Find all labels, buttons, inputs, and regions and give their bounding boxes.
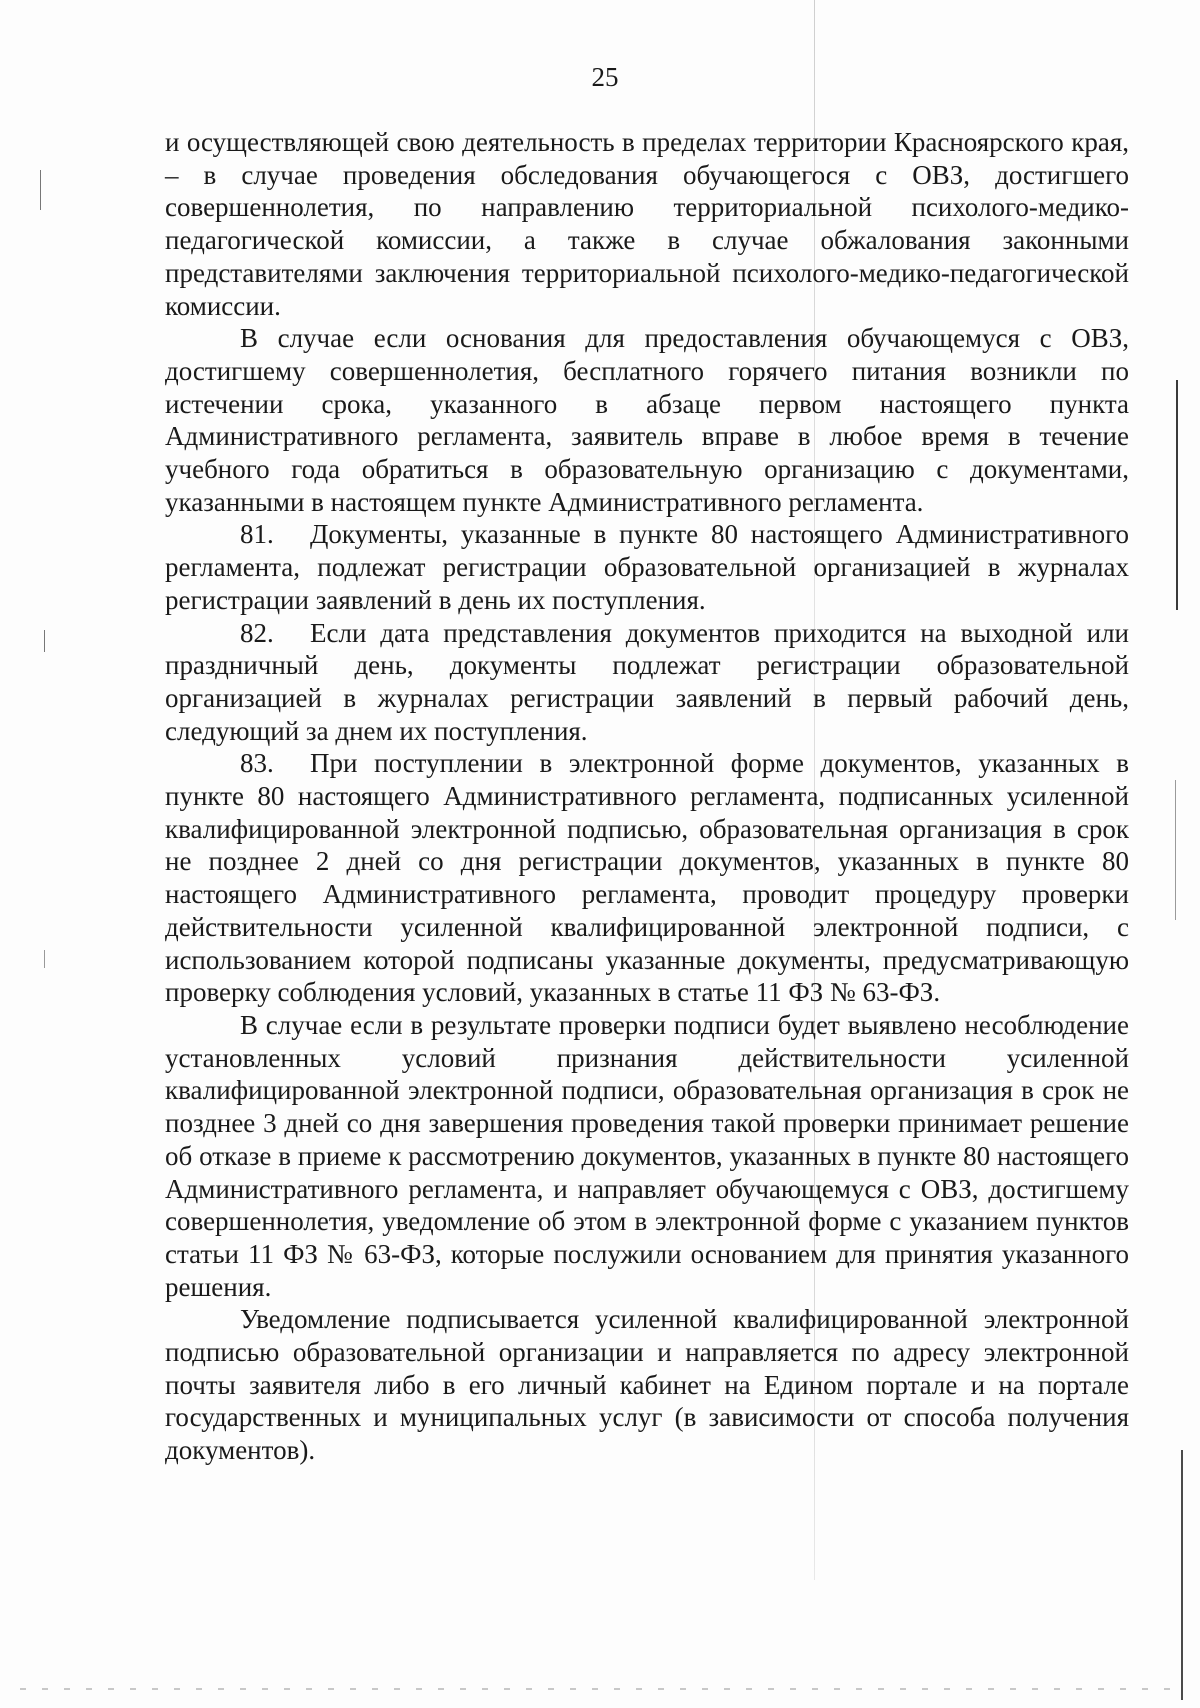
scan-edge-mark [44,950,45,968]
paragraph: В случае если в результате проверки подписи будет выявлено несоблюдение установленных условий признания действительности усиленной квалифицированной электронной подписи, образовательная организация в срок не позднее 3 дней со дня завершения проведения такой проверки принимает решение об отказе в приеме к рассмотрению документов, указанных в пункте 80 настоящего Административного регламента, и направляет обучающемуся с ОВЗ, достигшему совершеннолетия, уведомление об этом в электронной форме с указанием пунктов статьи 11 ФЗ № 63-ФЗ, которые послужили основанием для принятия указанного решения. [165,1009,1129,1302]
paragraph-text: При поступлении в электронной форме документов, указанных в пункте 80 настоящего Административного регламента, подписанных усиленной квалифицированной электронной подписью, образовательная организация в срок не позднее 2 дней со дня регистрации документов, указанных в пункте 80 настоящего Административного регламента, проводит процедуру проверки действительности усиленной квалифицированной электронной подписи, с использованием которой подписаны указанные документы, предусматривающую проверку соблюдения условий, указанных в статье 11 ФЗ № 63-ФЗ. [165,748,1129,1008]
paragraph-text: Документы, указанные в пункте 80 настоящего Административного регламента, подлежат регистрации образовательной организацией в журналах регистрации заявлений в день их поступления. [165,519,1129,615]
scan-bottom-edge [20,1688,1180,1690]
document-body [165,126,1129,1467]
paragraph-number: 82. [240,617,274,648]
paragraph-continuation: и осуществляющей свою деятельность в пределах территории Красноярского края, – в случае проведения обследования обучающегося с ОВЗ, достигшего совершеннолетия, по направлению территориальной психолого-медико-педагогической комиссии, а также в случае обжалования законными представителями заключения территориальной психолого-медико-педагогической комиссии. [165,127,1129,321]
paragraph: Уведомление подписывается усиленной квалифицированной электронной подписью образовательной организации и направляется по адресу электронной почты заявителя либо в его личный кабинет на Едином портале и на портале государственных и муниципальных услуг (в зависимости от способа получения документов). [165,1304,1129,1466]
scan-edge-mark [1176,380,1178,610]
numbered-paragraph-82 [165,617,1129,748]
paragraph-text: Если дата представления документов приходится на выходной или праздничный день, документы подлежат регистрации образовательной организацией в журналах регистрации заявлений в первый рабочий день, следующий за днем их поступления. [165,617,1129,746]
scan-edge-mark [1175,780,1176,920]
paragraph-number: 81. [240,519,274,550]
numbered-paragraph-83 [165,747,1129,1009]
scan-edge-mark [40,170,41,210]
scan-edge-mark [44,630,45,652]
page-number: 25 [591,62,619,92]
paragraph: В случае если основания для предоставления обучающемуся с ОВЗ, достигшему совершеннолетия, бесплатного горячего питания возникли по истечении срока, указанного в абзаце первом настоящего пункта Административного регламента, заявитель вправе в любое время в течение учебного года обратиться в образовательную организацию с документами, указанными в настоящем пункте Административного регламента. [165,323,1129,517]
numbered-paragraph-81 [165,518,1129,616]
scan-edge-mark [1181,1450,1183,1700]
paragraph-number: 83. [240,748,274,779]
